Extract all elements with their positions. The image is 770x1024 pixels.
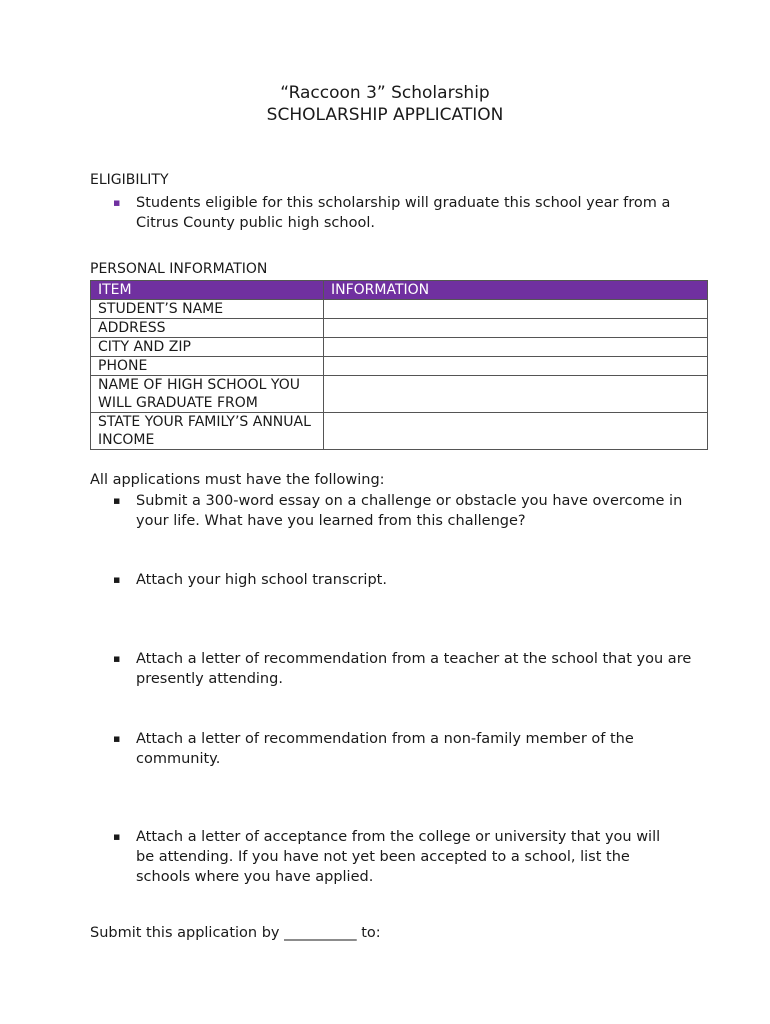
- personal-info-heading: PERSONAL INFORMATION: [90, 261, 268, 277]
- table-row: [91, 413, 708, 450]
- requirement-text: Attach a letter of recommendation from a non-family member of the community.: [136, 731, 634, 767]
- column-header-item: ITEM: [91, 281, 324, 300]
- phone-field[interactable]: [324, 357, 708, 376]
- requirements-heading: All applications must have the following:: [90, 472, 385, 488]
- row-label: NAME OF HIGH SCHOOL YOU WILL GRADUATE FROM: [91, 376, 324, 413]
- bullet-square-icon: ▪: [113, 196, 121, 209]
- student-name-field[interactable]: [324, 300, 708, 319]
- row-label: PHONE: [91, 357, 324, 376]
- table-row: [91, 319, 708, 338]
- high-school-field[interactable]: [324, 376, 708, 413]
- row-label: STUDENT’S NAME: [91, 300, 324, 319]
- bullet-square-icon: ▪: [113, 494, 121, 507]
- personal-info-table: [90, 280, 708, 450]
- bullet-square-icon: ▪: [113, 652, 121, 665]
- table-header-row: [91, 281, 708, 300]
- requirement-item: [113, 491, 696, 531]
- address-field[interactable]: [324, 319, 708, 338]
- table-row: [91, 300, 708, 319]
- eligibility-item: [113, 193, 696, 233]
- requirement-text: Attach your high school transcript.: [136, 572, 387, 588]
- submit-instruction: Submit this application by __________ to:: [90, 925, 381, 941]
- requirement-item: [113, 570, 696, 590]
- table-row: [91, 338, 708, 357]
- city-zip-field[interactable]: [324, 338, 708, 357]
- bullet-square-icon: ▪: [113, 573, 121, 586]
- eligibility-text: Students eligible for this scholarship will graduate this school year from a Citrus County public high school.: [136, 195, 671, 231]
- requirement-text: Attach a letter of recommendation from a teacher at the school that you are presently attending.: [136, 651, 692, 687]
- bullet-square-icon: ▪: [113, 732, 121, 745]
- family-income-field[interactable]: [324, 413, 708, 450]
- requirement-item: [113, 649, 696, 689]
- row-label: ADDRESS: [91, 319, 324, 338]
- row-label: STATE YOUR FAMILY’S ANNUAL INCOME: [91, 413, 324, 450]
- bullet-square-icon: ▪: [113, 830, 121, 843]
- document-title: “Raccoon 3” Scholarship: [280, 83, 490, 103]
- column-header-information: INFORMATION: [324, 281, 708, 300]
- requirement-text: Submit a 300-word essay on a challenge or obstacle you have overcome in your life. What have you learned from this challenge?: [136, 493, 683, 529]
- requirement-item: [113, 729, 696, 769]
- table-row: [91, 376, 708, 413]
- requirement-text: Attach a letter of acceptance from the college or university that you will be attending. If you have not yet been accepted to a school, list the schools where you have applied.: [136, 829, 661, 885]
- eligibility-heading: ELIGIBILITY: [90, 172, 169, 188]
- row-label: CITY AND ZIP: [91, 338, 324, 357]
- document-subtitle: SCHOLARSHIP APPLICATION: [266, 105, 504, 125]
- requirement-item: [113, 827, 666, 887]
- table-row: [91, 357, 708, 376]
